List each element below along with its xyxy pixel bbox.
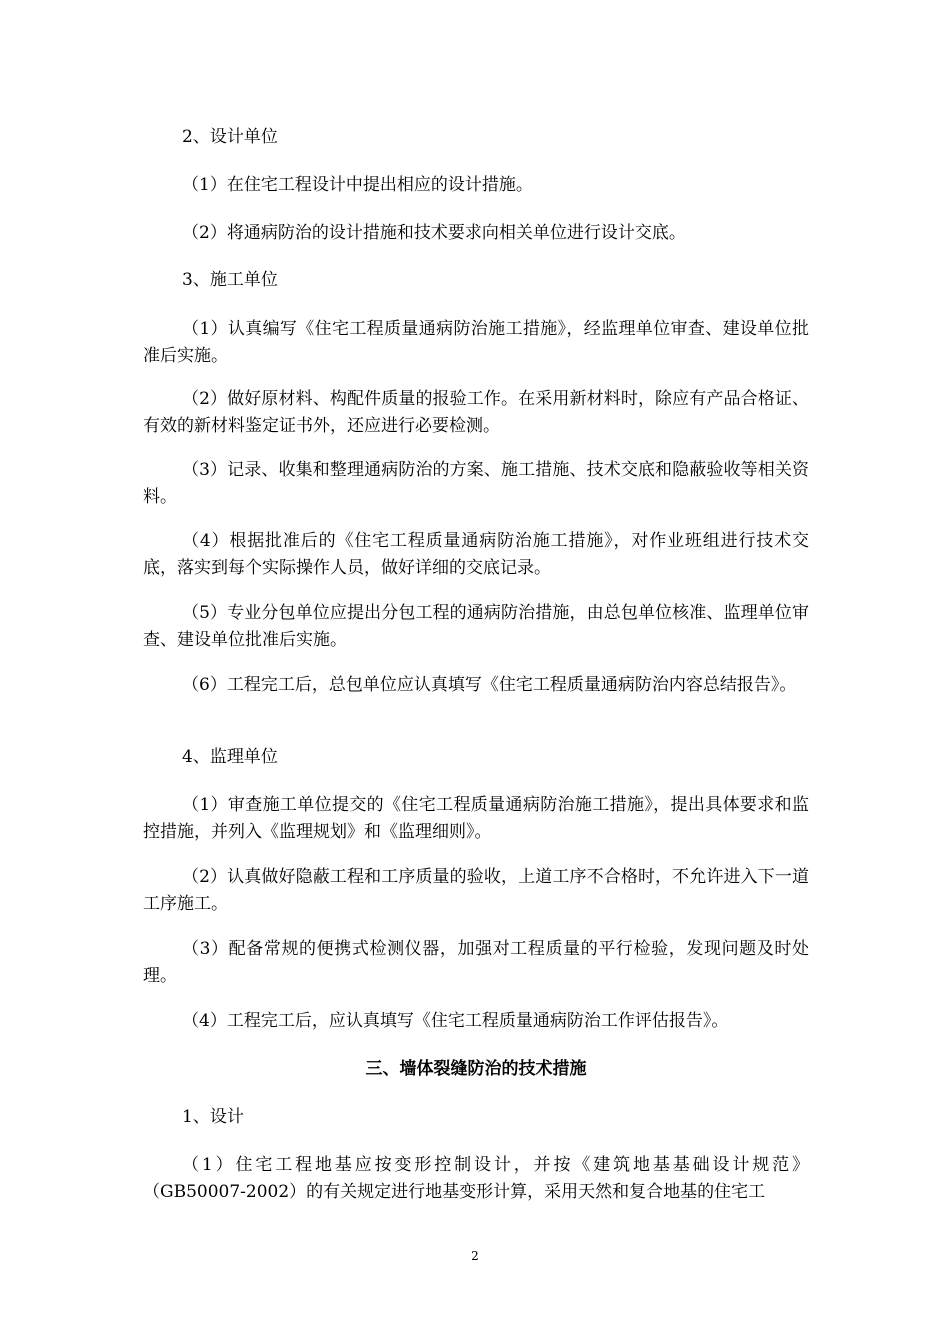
paragraph-supervision-4: （4）工程完工后，应认真填写《住宅工程质量通病防治工作评估报告》。 [182, 1011, 729, 1031]
section-heading-design-unit: 2、设计单位 [182, 127, 278, 147]
section-heading-design: 1、设计 [182, 1107, 244, 1127]
section-heading-construction-unit: 3、施工单位 [182, 270, 278, 290]
paragraph-design-2: （2）将通病防治的设计措施和技术要求向相关单位进行设计交底。 [182, 223, 686, 243]
page-number: 2 [471, 1249, 479, 1263]
paragraph-construction-5: （5）专业分包单位应提出分包工程的通病防治措施，由总包单位核准、监理单位审查、建设单位批准后实施。 [143, 603, 809, 650]
paragraph-supervision-3: （3）配备常规的便携式检测仪器，加强对工程质量的平行检验，发现问题及时处理。 [143, 939, 809, 986]
paragraph-construction-6: （6）工程完工后，总包单位应认真填写《住宅工程质量通病防治内容总结报告》。 [182, 675, 797, 695]
paragraph-supervision-2: （2）认真做好隐蔽工程和工序质量的验收，上道工序不合格时，不允许进入下一道工序施工。 [143, 867, 809, 914]
chapter-heading-wall-crack-prevention: 三、墙体裂缝防治的技术措施 [365, 1059, 587, 1079]
paragraph-construction-4: （4）根据批准后的《住宅工程质量通病防治施工措施》，对作业班组进行技术交底，落实到每个实际操作人员，做好详细的交底记录。 [143, 531, 809, 578]
section-heading-supervision-unit: 4、监理单位 [182, 747, 278, 767]
paragraph-construction-1: （1）认真编写《住宅工程质量通病防治施工措施》，经监理单位审查、建设单位批准后实施。 [143, 319, 809, 366]
paragraph-design-1: （1）在住宅工程设计中提出相应的设计措施。 [182, 175, 533, 195]
paragraph-design-foundation-1: （1）住宅工程地基应按变形控制设计，并按《建筑地基基础设计规范》（GB50007-2002）的有关规定进行地基变形计算，采用天然和复合地基的住宅工 [143, 1155, 809, 1202]
paragraph-construction-3: （3）记录、收集和整理通病防治的方案、施工措施、技术交底和隐蔽验收等相关资料。 [143, 460, 809, 507]
paragraph-supervision-1: （1）审查施工单位提交的《住宅工程质量通病防治施工措施》，提出具体要求和监控措施，并列入《监理规划》和《监理细则》。 [143, 795, 809, 842]
paragraph-construction-2: （2）做好原材料、构配件质量的报验工作。在采用新材料时，除应有产品合格证、有效的新材料鉴定证书外，还应进行必要检测。 [143, 389, 809, 436]
